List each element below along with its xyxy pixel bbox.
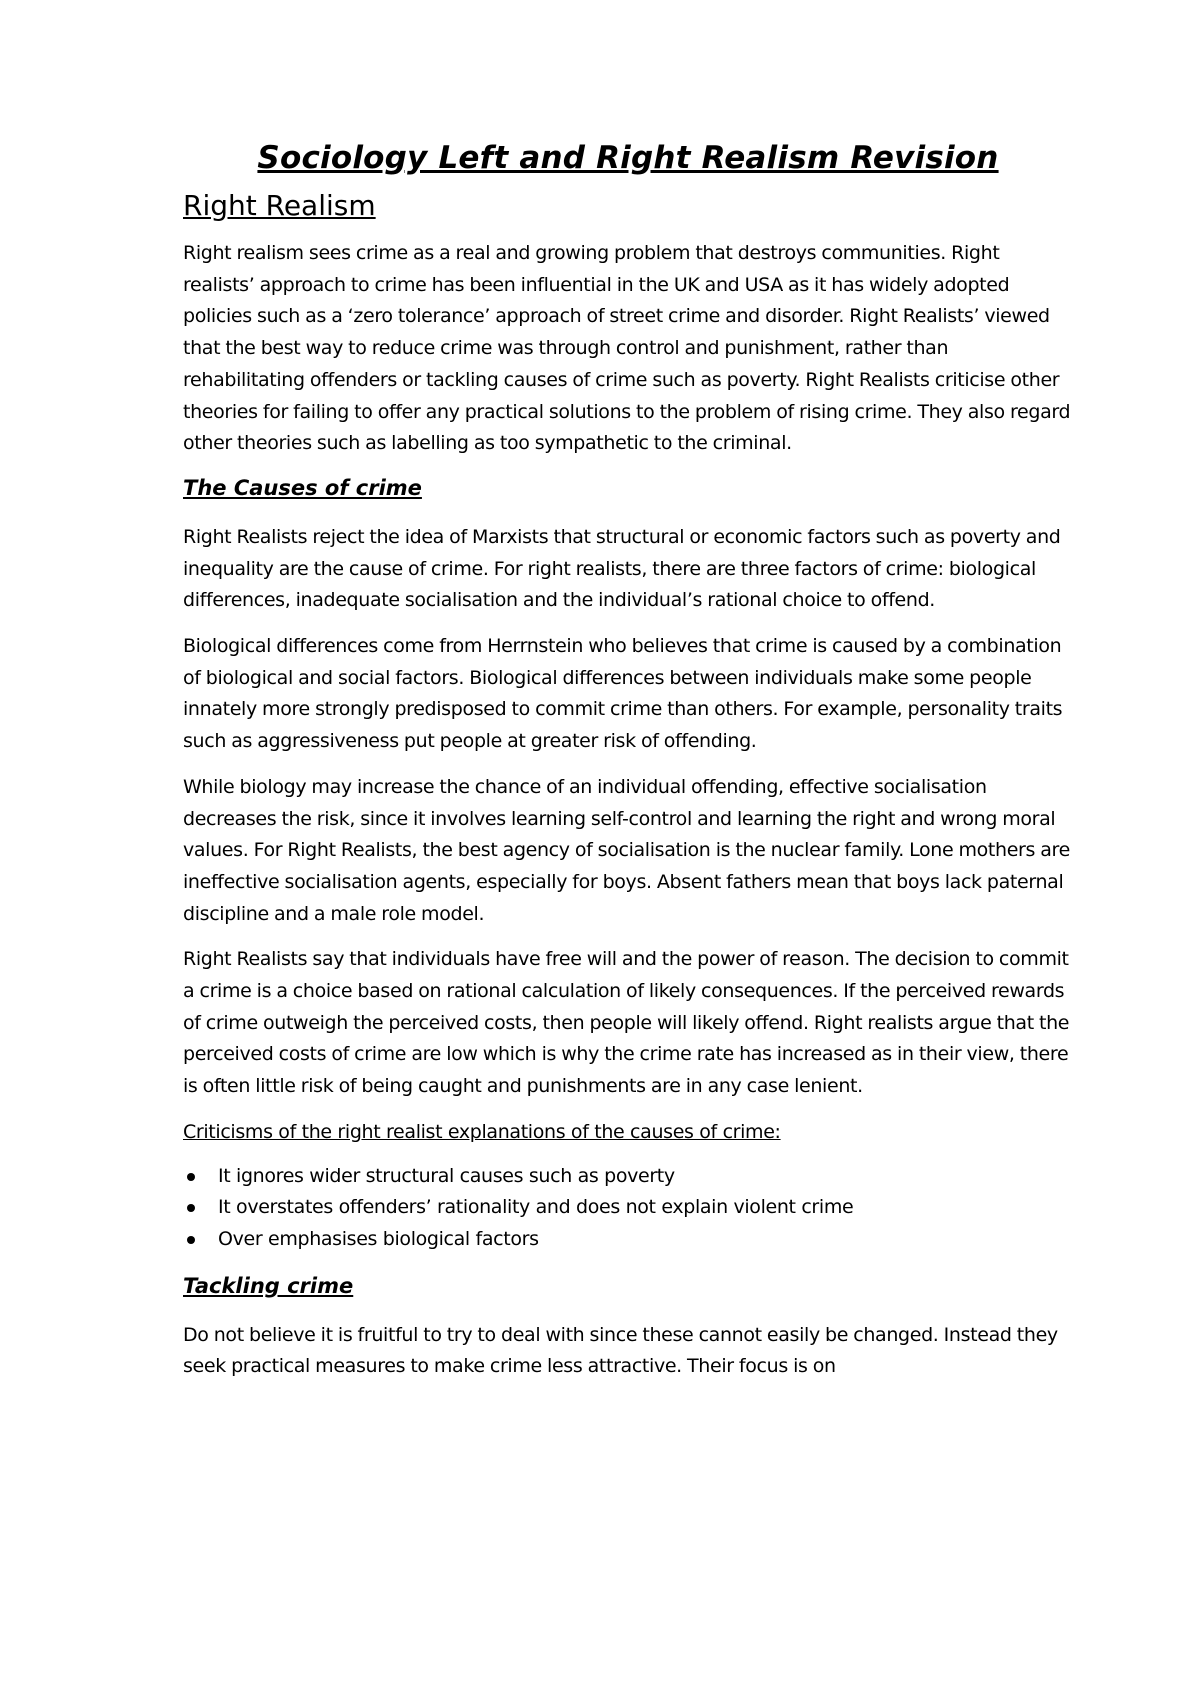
paragraph: Do not believe it is fruitful to try to deal with since these cannot easily be changed. Instead they seek practical measures to make crime less attractive. Their focus is on — [183, 1323, 1058, 1378]
section-heading-tackling: Tackling crime — [183, 1273, 354, 1298]
criticisms-heading: Criticisms of the right realist explanations of the causes of crime: — [183, 1120, 781, 1143]
list-item — [183, 1161, 1073, 1193]
paragraph: Biological differences come from Herrnstein who believes that crime is caused by a combination of biological and social factors. Biological differences between individuals make some people innately more strongly predisposed to commit crime than others. For example, personality traits such as aggressiveness put people at greater risk of offending. — [183, 635, 1063, 753]
bullet-icon — [187, 1204, 195, 1212]
list-item-text: It overstates offenders’ rationality and does not explain violent crime — [218, 1196, 854, 1219]
section-heading-right-realism: Right Realism — [183, 189, 376, 222]
document-body — [183, 138, 1073, 1397]
criticisms-list — [183, 1161, 1073, 1256]
list-item — [183, 1192, 1073, 1224]
paragraph: While biology may increase the chance of an individual offending, effective socialisation decreases the risk, since it involves learning self-control and learning the right and wrong moral values. For Right Realists, the best agency of socialisation is the nuclear family. Lone mothers are ineffective socialisation agents, especially for boys. Absent fathers mean that boys lack paternal discipline and a male role model. — [183, 775, 1070, 925]
paragraph: Right Realists reject the idea of Marxists that structural or economic factors such as poverty and inequality are the cause of crime. For right realists, there are three factors of crime: biological differences, inadequate socialisation and the individual’s rational choice to offend. — [183, 525, 1061, 612]
list-item-text: Over emphasises biological factors — [218, 1227, 539, 1250]
section-heading-causes: The Causes of crime — [183, 475, 422, 500]
paragraph: Right Realists say that individuals have free will and the power of reason. The decision to commit a crime is a choice based on rational calculation of likely consequences. If the perceived rewards of crime outweigh the perceived costs, then people will likely offend. Right realists argue that the perceived costs of crime are low which is why the crime rate has increased as in their view, there is often little risk of being caught and punishments are in any case lenient. — [183, 948, 1070, 1098]
list-item-text: It ignores wider structural causes such as poverty — [218, 1164, 675, 1187]
document-title: Sociology Left and Right Realism Revision — [257, 140, 999, 176]
bullet-icon — [187, 1236, 195, 1244]
paragraph-intro: Right realism sees crime as a real and growing problem that destroys communities. Right realists’ approach to crime has been influential in the UK and USA as it has widely adopted policies such as a ‘zero tolerance’ approach of street crime and disorder. Right Realists’ viewed that the best way to reduce crime was through control and punishment, rather than rehabilitating offenders or tackling causes of crime such as poverty. Right Realists criticise other theories for failing to offer any practical solutions to the problem of rising crime. They also regard other theories such as labelling as too sympathetic to the criminal. — [183, 242, 1071, 455]
bullet-icon — [187, 1173, 195, 1181]
list-item — [183, 1224, 1073, 1256]
